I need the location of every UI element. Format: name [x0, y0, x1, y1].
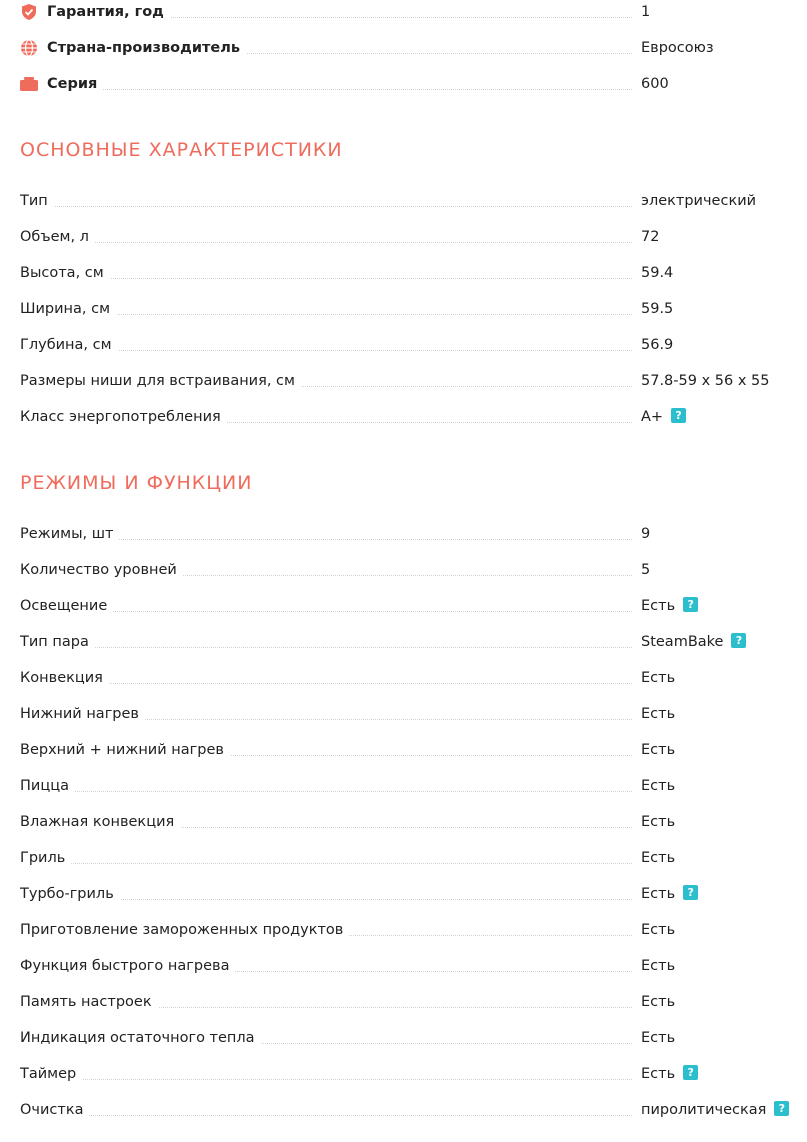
spec-value: Есть: [641, 706, 676, 722]
spec-row: [20, 261, 795, 297]
spec-value: Есть: [641, 814, 676, 830]
spec-row: [20, 1062, 795, 1098]
dotted-leader: [20, 863, 632, 864]
dotted-leader: [20, 647, 632, 648]
spec-row: [20, 702, 795, 738]
spec-value: 57.8-59 x 56 x 55: [641, 373, 770, 389]
spec-label: Класс энергопотребления: [20, 405, 227, 429]
help-icon[interactable]: ?: [683, 597, 698, 612]
spec-label: Высота, см: [20, 261, 110, 285]
spec-value: 9: [641, 526, 651, 542]
spec-label: Ширина, см: [20, 297, 116, 321]
spec-row-country: [20, 36, 795, 72]
spec-value: Есть: [641, 958, 676, 974]
spec-value-with-help: [641, 1098, 789, 1122]
help-icon[interactable]: ?: [671, 408, 686, 423]
spec-label: Страна-производитель: [20, 36, 246, 60]
spec-label: Гарантия, год: [20, 0, 170, 24]
spec-label: Индикация остаточного тепла: [20, 1026, 261, 1050]
spec-row-warranty: [20, 0, 795, 36]
dotted-leader: [20, 278, 632, 279]
spec-value: 59.5: [641, 301, 674, 317]
spec-value: 59.4: [641, 265, 674, 281]
spec-label: Освещение: [20, 594, 113, 618]
section-title-modes-functions: РЕЖИМЫ И ФУНКЦИИ: [20, 472, 253, 494]
spec-value-with-help: [641, 630, 746, 654]
spec-value: Есть: [641, 598, 676, 614]
spec-label: Таймер: [20, 1062, 82, 1086]
spec-label: Режимы, шт: [20, 522, 119, 546]
spec-label: Турбо-гриль: [20, 882, 120, 906]
spec-label: Объем, л: [20, 225, 95, 249]
dotted-leader: [20, 1115, 632, 1116]
dotted-leader: [20, 1079, 632, 1080]
spec-label: Количество уровней: [20, 558, 183, 582]
spec-row: [20, 846, 795, 882]
dotted-leader: [20, 89, 632, 90]
spec-label: Тип пара: [20, 630, 95, 654]
spec-row: [20, 522, 795, 558]
spec-row: [20, 774, 795, 810]
spec-row: [20, 1026, 795, 1062]
spec-value: Евросоюз: [641, 40, 714, 56]
spec-value: Есть: [641, 922, 676, 938]
spec-value: 56.9: [641, 337, 674, 353]
spec-value: 1: [641, 4, 651, 20]
spec-value: Есть: [641, 994, 676, 1010]
spec-row-series: [20, 72, 795, 108]
spec-value: пиролитическая: [641, 1102, 767, 1118]
spec-label: Функция быстрого нагрева: [20, 954, 235, 978]
spec-value-with-help: [641, 405, 686, 429]
spec-value: Есть: [641, 1066, 676, 1082]
help-icon[interactable]: ?: [774, 1101, 789, 1116]
spec-label: Верхний + нижний нагрев: [20, 738, 230, 762]
spec-row: [20, 918, 795, 954]
dotted-leader: [20, 791, 632, 792]
spec-value: 600: [641, 76, 669, 92]
spec-row: [20, 333, 795, 369]
spec-label: Серия: [20, 72, 103, 96]
spec-value: Есть: [641, 778, 676, 794]
spec-value: Есть: [641, 886, 676, 902]
help-icon[interactable]: ?: [683, 1065, 698, 1080]
spec-row: [20, 954, 795, 990]
spec-label: Гриль: [20, 846, 71, 870]
spec-value: 72: [641, 229, 660, 245]
spec-row: [20, 594, 795, 630]
spec-label: Глубина, см: [20, 333, 118, 357]
spec-label: Нижний нагрев: [20, 702, 145, 726]
spec-row: [20, 990, 795, 1026]
dotted-leader: [20, 206, 632, 207]
spec-row: [20, 1098, 795, 1134]
spec-label: Пицца: [20, 774, 75, 798]
spec-row: [20, 369, 795, 405]
spec-row: [20, 666, 795, 702]
spec-label: Влажная конвекция: [20, 810, 180, 834]
spec-label: Тип: [20, 189, 54, 213]
spec-value: Есть: [641, 670, 676, 686]
spec-value-with-help: [641, 594, 698, 618]
shield-check-icon: [20, 3, 38, 21]
spec-value-with-help: [641, 1062, 698, 1086]
spec-row: [20, 405, 795, 441]
dotted-leader: [20, 242, 632, 243]
oven-series-icon: [20, 75, 38, 93]
spec-row: [20, 738, 795, 774]
spec-row: [20, 297, 795, 333]
spec-row: [20, 225, 795, 261]
help-icon[interactable]: ?: [683, 885, 698, 900]
spec-label: Очистка: [20, 1098, 89, 1122]
section-title-main-specs: ОСНОВНЫЕ ХАРАКТЕРИСТИКИ: [20, 139, 343, 161]
spec-label: Приготовление замороженных продуктов: [20, 918, 349, 942]
spec-label: Конвекция: [20, 666, 109, 690]
spec-value: Есть: [641, 742, 676, 758]
spec-value: электрический: [641, 193, 757, 209]
globe-icon: [20, 39, 38, 57]
spec-value-with-help: [641, 882, 698, 906]
spec-value: Есть: [641, 850, 676, 866]
dotted-leader: [20, 683, 632, 684]
spec-row: [20, 810, 795, 846]
spec-value: SteamBake: [641, 634, 724, 650]
spec-row: [20, 882, 795, 918]
spec-label: Память настроек: [20, 990, 158, 1014]
help-icon[interactable]: ?: [731, 633, 746, 648]
spec-value: 5: [641, 562, 651, 578]
spec-label: Размеры ниши для встраивания, см: [20, 369, 301, 393]
spec-value: A+: [641, 409, 664, 425]
spec-row: [20, 189, 795, 225]
spec-row: [20, 630, 795, 666]
spec-value: Есть: [641, 1030, 676, 1046]
spec-row: [20, 558, 795, 594]
